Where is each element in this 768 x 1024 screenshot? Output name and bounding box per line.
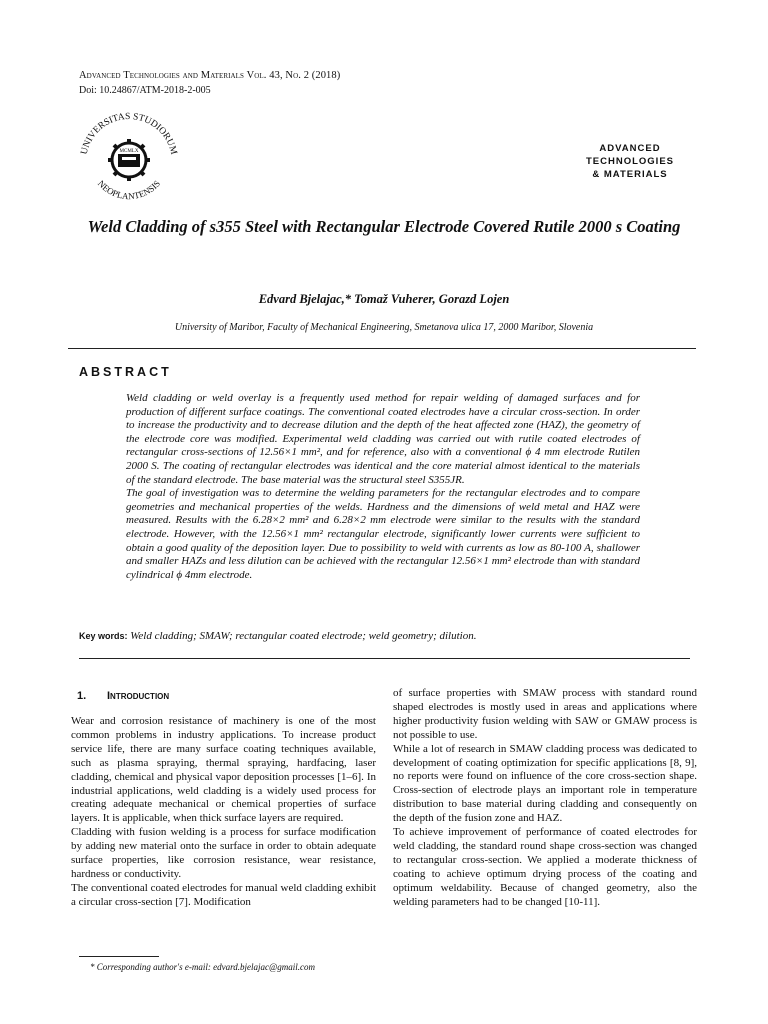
logo-year: MCMLX [119, 149, 139, 154]
affiliation: University of Maribor, Faculty of Mechanical Engineering, Smetanova ulica 17, 2000 Maribor, Slovenia [174, 322, 594, 333]
authors: Edvard Bjelajac,* Tomaž Vuherer, Gorazd Lojen [258, 292, 510, 306]
section-title: Introduction [107, 690, 170, 702]
body-paragraph: While a lot of research in SMAW cladding process was dedicated to development of coating optimization for specific applications [8, 9], no reports were found on influence of the core cross-section shape. Cross-section of electrode plays an important role in temperature distribution to base material during cladding and consequently on the depth of the fusion zone and HAZ. [393, 742, 697, 825]
body-paragraph: Cladding with fusion welding is a process for surface modification by adding new material onto the surface in order to obtain adequate surface properties, like corrosion resistance, wear resistance, hardness or conductivity. [71, 826, 376, 880]
right-column [393, 687, 697, 910]
journal-header [79, 70, 340, 81]
body-paragraph: Wear and corrosion resistance of machinery is one of the most common problems in industry applications. To increase product service life, there are many surface coating techniques available, such as plasma spraying, thermal spraying, hardfacing, laser cladding, chemical and physical vapor deposition processes [1–6]. In industrial applications, weld cladding is a widely used process for creating adequate mechanical or chemical properties of surface layers. It is applicable, when thick surface layers are required. [71, 715, 376, 825]
keywords [79, 630, 699, 642]
divider [79, 658, 690, 659]
abstract-paragraph: The goal of investigation was to determine the welding parameters for the rectangular electrodes and to compare geometries and mechanical properties of the welds. Hardness and the dimensions of weld metal and HAZ were measured. Results with the 6.28×2 mm² and 6.28×2 mm electrode were similar to the results with the standard electrode. However, with the 12.56×1 mm² rectangular electrode, significantly lower currents were sufficient to obtain a good quality of the deposition layer. Due to possibility to weld with currents as low as 80-100 A, shallower and smaller HAZs and less dilution can be achieved with the rectangular 12.56×1 mm² electrode than with standard cylindrical ϕ 4mm electrode. [126, 487, 640, 581]
brand-line-2: TECHNOLOGIES [585, 156, 674, 167]
doi [79, 85, 211, 96]
gear-icon [108, 139, 150, 181]
svg-text:NEOPLANTENSIS [96, 178, 162, 201]
footnote-divider [79, 956, 159, 957]
body-paragraph: The conventional coated electrodes for manual weld cladding exhibit a circular cross-section [7]. Modification [71, 881, 376, 908]
body-paragraph: To achieve improvement of performance of coated electrodes for weld cladding, the standard round shape cross-section was changed to rectangular cross-section. We applied a moderate thickness of coating to achieve optimum drying process of the coating and optimum weldability. Because of changed geometry, also the welding parameters had to be changed [10-11]. [393, 826, 697, 908]
journal-name: Advanced Technologies and Materials Vol. 43, No. 2 (2018) [79, 70, 341, 81]
logo-top-text: UNIVERSITAS STUDIORUM [79, 111, 179, 156]
journal-brand [560, 142, 700, 181]
section-heading [77, 690, 169, 702]
divider [68, 348, 696, 349]
keywords-value: Weld cladding; SMAW; rectangular coated electrode; weld geometry; dilution. [130, 630, 477, 642]
keywords-label: Key words: [79, 631, 128, 641]
section-number: 1. [77, 690, 87, 702]
abstract-body [126, 392, 640, 582]
paper-title: Weld Cladding of s355 Steel with Rectangular Electrode Covered Rutile 2000 s Coating [87, 217, 681, 236]
brand-line-1: ADVANCED [599, 143, 661, 154]
logo-bottom-text: NEOPLANTENSIS [95, 178, 163, 202]
doi-text: Doi: 10.24867/ATM-2018-2-005 [79, 85, 211, 96]
abstract-heading: ABSTRACT [79, 365, 172, 379]
left-column [71, 715, 376, 910]
brand-line-3: & MATERIALS [592, 169, 668, 180]
abstract-paragraph: Weld cladding or weld overlay is a frequently used method for repair welding of damaged surfaces and for production of different surface coatings. The conventional coated electrodes have a circular cross-section. In order to increase the productivity and to decrease dilution and the depth of the heat affected zone (HAZ), the geometry of the electrode core was modified. Experimental weld cladding was carried out with rutile coated electrodes of rectangular cross-sections of 12.56×1 mm², and for reference, also with a conventional ϕ 4 mm electrode Rutilen 2000 S. The coating of rectangular electrodes was identical and the core material almost identical to the materials of the standard electrode. The base material was the structural steel S355JR. [126, 392, 640, 486]
body-paragraph: of surface properties with SMAW process with standard round shaped electrodes is mostly used in areas and applications where higher productivity fusion welding with SAW or GMAW process is not possible to use. [393, 687, 697, 741]
footnote: * Corresponding author's e-mail: edvard.bjelajac@gmail.com [90, 962, 316, 972]
university-logo [76, 110, 182, 206]
